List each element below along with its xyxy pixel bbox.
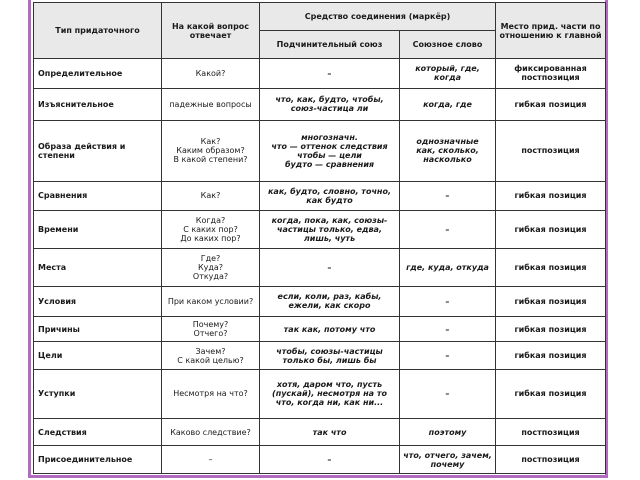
row-place: гибкая позиция: [496, 210, 606, 248]
row-allied: –: [400, 210, 496, 248]
row-conj: хотя, даром что, пусть (пускай), несмотря на то что, когда ни, как ни...: [260, 369, 400, 418]
header-conj: Подчинительный союз: [260, 31, 400, 59]
row-place: гибкая позиция: [496, 88, 606, 120]
table-row: [34, 210, 606, 248]
table-frame: [28, 0, 608, 478]
row-conj: так что: [260, 418, 400, 446]
row-place: фиксированная постпозиция: [496, 59, 606, 89]
header-question: На какой вопрос отвечает: [162, 3, 260, 59]
row-type: Времени: [34, 210, 162, 248]
table-row: [34, 446, 606, 474]
row-allied: –: [400, 342, 496, 370]
row-question: Каково следствие?: [162, 418, 260, 446]
row-allied: который, где, когда: [400, 59, 496, 89]
row-conj: –: [260, 248, 400, 286]
table-row: [34, 59, 606, 89]
row-type: Определительное: [34, 59, 162, 89]
table-row: [34, 248, 606, 286]
row-conj: как, будто, словно, точно, как будто: [260, 182, 400, 211]
row-type: Образа действия и степени: [34, 120, 162, 182]
row-type: Места: [34, 248, 162, 286]
header-allied: Союзное слово: [400, 31, 496, 59]
table-row: [34, 342, 606, 370]
row-allied: поэтому: [400, 418, 496, 446]
row-allied: где, куда, откуда: [400, 248, 496, 286]
row-type: Причины: [34, 316, 162, 341]
row-question: –: [162, 446, 260, 474]
row-place: постпозиция: [496, 446, 606, 474]
row-conj: так как, потому что: [260, 316, 400, 341]
row-conj: многозначн. что — оттенок следствия чтобы — цели будто — сравнения: [260, 120, 400, 182]
row-type: Изъяснительное: [34, 88, 162, 120]
header-place: Место прид. части по отношению к главной: [496, 3, 606, 59]
row-allied: –: [400, 182, 496, 211]
row-allied: что, отчего, зачем, почему: [400, 446, 496, 474]
row-conj: –: [260, 59, 400, 89]
row-type: Уступки: [34, 369, 162, 418]
row-type: Цели: [34, 342, 162, 370]
table-row: [34, 287, 606, 317]
row-place: гибкая позиция: [496, 369, 606, 418]
row-allied: –: [400, 287, 496, 317]
row-conj: что, как, будто, чтобы, союз-частица ли: [260, 88, 400, 120]
row-conj: когда, пока, как, союзы-частицы только, едва, лишь, чуть: [260, 210, 400, 248]
row-type: Присоединительное: [34, 446, 162, 474]
row-question: Несмотря на что?: [162, 369, 260, 418]
row-type: Следствия: [34, 418, 162, 446]
row-question: Какой?: [162, 59, 260, 89]
row-place: гибкая позиция: [496, 248, 606, 286]
row-conj: –: [260, 446, 400, 474]
row-question: падежные вопросы: [162, 88, 260, 120]
row-question: Как? Каким образом? В какой степени?: [162, 120, 260, 182]
row-allied: однозначные как, сколько, насколько: [400, 120, 496, 182]
row-type: Сравнения: [34, 182, 162, 211]
row-conj: чтобы, союзы-частицы только бы, лишь бы: [260, 342, 400, 370]
row-question: Зачем? С какой целью?: [162, 342, 260, 370]
table-row: [34, 88, 606, 120]
row-allied: когда, где: [400, 88, 496, 120]
row-place: гибкая позиция: [496, 182, 606, 211]
header-means: Средство соединения (маркёр): [260, 3, 496, 31]
table-row: [34, 182, 606, 211]
row-question: Почему? Отчего?: [162, 316, 260, 341]
row-question: Как?: [162, 182, 260, 211]
row-conj: если, коли, раз, кабы, ежели, как скоро: [260, 287, 400, 317]
row-type: Условия: [34, 287, 162, 317]
row-place: гибкая позиция: [496, 342, 606, 370]
table-row: [34, 418, 606, 446]
row-place: гибкая позиция: [496, 287, 606, 317]
row-place: постпозиция: [496, 120, 606, 182]
row-allied: –: [400, 316, 496, 341]
table-row: [34, 369, 606, 418]
row-question: Где? Куда? Откуда?: [162, 248, 260, 286]
header-type: Тип придаточного: [34, 3, 162, 59]
row-question: При каком условии?: [162, 287, 260, 317]
row-place: постпозиция: [496, 418, 606, 446]
row-allied: –: [400, 369, 496, 418]
table-row: [34, 316, 606, 341]
row-place: гибкая позиция: [496, 316, 606, 341]
row-question: Когда? С каких пор? До каких пор?: [162, 210, 260, 248]
table-row: [34, 120, 606, 182]
clause-types-table: [33, 2, 606, 474]
